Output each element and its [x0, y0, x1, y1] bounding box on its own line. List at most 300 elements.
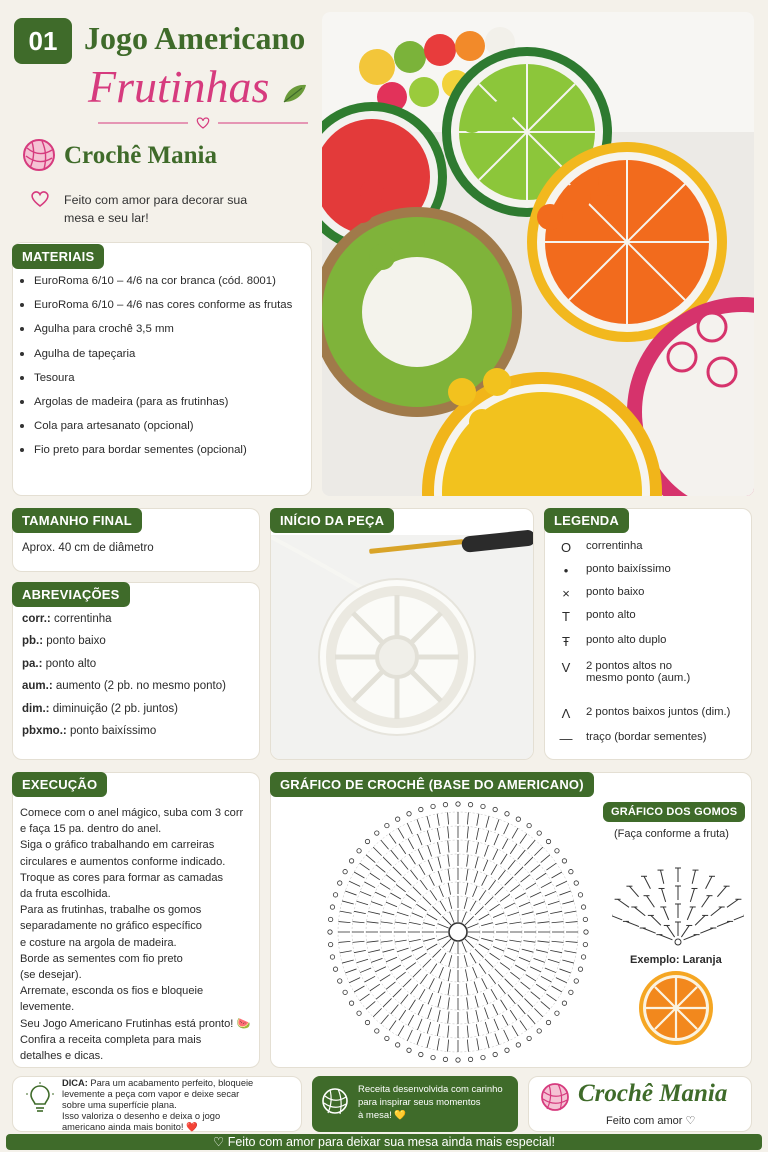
stitch-mark [495, 819, 499, 830]
segment-stitch [700, 928, 713, 933]
segment-stitch [644, 876, 650, 888]
stitch-mark [474, 981, 478, 992]
stitch-mark [376, 992, 385, 1000]
chain-mark [328, 917, 332, 921]
chain-mark [468, 802, 472, 806]
stitch-mark [541, 976, 552, 982]
chain-mark [574, 979, 578, 983]
stitch-mark [515, 965, 525, 971]
stitch-mark [407, 1030, 412, 1041]
list-item: dim.: diminuição (2 pb. juntos) [22, 702, 178, 715]
segment-stitch [687, 907, 692, 920]
stitch-mark [494, 1019, 499, 1030]
yarn-ball-icon [320, 1086, 350, 1116]
stitch-mark [476, 1010, 479, 1022]
stitch-mark [398, 1026, 404, 1036]
stitch-mark [556, 978, 567, 983]
tip-text: DICA: Para um acabamento perfeito, bloqueie levemente a peça com vapor e deixe secar sobre uma superfície plana. Isso valoriza o desenho e deixa o jogo americano ainda mais bonito! ❤️ [62, 1078, 254, 1132]
stitch-mark [401, 956, 412, 961]
stitch-mark [564, 951, 576, 953]
list-item: Agulha para crochê 3,5 mm [20, 320, 292, 344]
stitch-mark [475, 857, 478, 869]
segment-stitch [618, 899, 629, 907]
abbreviations-list [22, 613, 226, 747]
stitch-mark [371, 958, 382, 962]
chain-mark [343, 990, 347, 994]
stitch-mark [559, 969, 570, 973]
legend-item: Λ 2 pontos baixos juntos (dim.) [561, 706, 731, 721]
stitch-mark [537, 941, 549, 942]
stitch-mark [479, 964, 486, 974]
stitch-mark [386, 875, 395, 882]
segment-stitch [643, 928, 656, 933]
stitch-mark [448, 827, 449, 839]
stitch-mark [448, 1026, 449, 1038]
segments-heading: GRÁFICO DOS GOMOS [603, 802, 745, 822]
list-item: corr.: correntinha [22, 613, 112, 625]
stitch-mark [485, 1022, 488, 1033]
legend-item: × ponto baixo [562, 586, 645, 601]
bottom-bar-text: ♡ Feito com amor para deixar sua mesa ainda mais especial! [213, 1135, 555, 1149]
stitch-mark [467, 924, 478, 929]
legend-item: — traço (bordar sementes) [559, 731, 707, 746]
stitch-mark [349, 881, 360, 886]
stitch-mark [534, 847, 542, 855]
stitch-mark [546, 863, 556, 870]
segment-stitch [663, 907, 668, 920]
segment-chart [612, 852, 744, 948]
list-item: Cola para artesanato (opcional) [20, 417, 292, 441]
stitch-mark [409, 939, 421, 941]
divider-heart-icon [98, 116, 308, 130]
chain-mark [365, 1020, 369, 1024]
stitch-mark [396, 972, 406, 979]
legend-item: O correntinha [560, 540, 643, 555]
stitch-mark [406, 963, 416, 970]
stitch-mark [527, 840, 535, 849]
chain-mark [481, 804, 485, 808]
stitch-mark [360, 994, 370, 1001]
legend-item: Ŧ ponto alto duplo [562, 634, 667, 649]
stitch-mark [417, 834, 422, 845]
stitch-mark [486, 1036, 489, 1048]
stitch-mark [367, 941, 379, 942]
stitch-mark [383, 949, 395, 952]
stitch-mark [482, 978, 487, 989]
stitch-mark [365, 976, 376, 982]
segment-stitch [702, 896, 710, 908]
stitch-mark [380, 975, 390, 981]
chain-mark [493, 1052, 497, 1056]
chain-mark [555, 1011, 559, 1015]
stitch-mark [438, 996, 441, 1008]
stitch-mark [476, 1024, 478, 1036]
stitch-mark [550, 950, 562, 952]
chain-mark [578, 893, 582, 897]
stitch-mark [383, 857, 391, 865]
size-heading: TAMANHO FINAL [12, 508, 142, 533]
yarn-ball-icon [22, 138, 56, 172]
stitch-mark [475, 949, 483, 957]
stitch-mark [566, 922, 578, 923]
chain-mark [443, 1057, 447, 1061]
stitch-mark [417, 1019, 422, 1030]
brand-name: Crochê Mania [64, 142, 217, 169]
chain-mark [395, 1043, 399, 1047]
stitch-mark [495, 969, 503, 977]
stitch-mark [389, 1020, 396, 1030]
stitch-mark [401, 860, 408, 869]
stitch-mark [423, 897, 431, 905]
segment-stitch [660, 870, 663, 884]
stitch-mark [523, 922, 535, 924]
stitch-mark [375, 892, 386, 897]
stitch-mark [481, 923, 493, 926]
segment-stitch [681, 925, 689, 937]
chain-mark [365, 839, 369, 843]
stitch-mark [437, 814, 439, 826]
stitch-mark [442, 916, 450, 924]
stitch-mark [430, 964, 437, 974]
stitch-mark [448, 812, 449, 824]
stitch-mark [448, 969, 450, 981]
stitch-mark [548, 901, 559, 904]
stitch-mark [360, 968, 371, 973]
stitch-mark [520, 834, 527, 844]
stitch-mark [479, 914, 489, 920]
stitch-mark [366, 1001, 375, 1009]
chain-mark [537, 1029, 541, 1033]
list-item: pb.: ponto baixo [22, 635, 106, 648]
stitch-mark [360, 891, 371, 896]
stitch-mark [505, 877, 513, 885]
stitch-mark [375, 967, 386, 972]
segments-note: (Faça conforme a fruta) [614, 828, 729, 840]
stitch-mark [467, 936, 478, 941]
stitch-mark [368, 912, 380, 915]
stitch-mark [477, 1038, 479, 1050]
stitch-mark [495, 922, 507, 924]
stitch-mark [418, 1004, 423, 1015]
stitch-mark [530, 892, 541, 897]
stitch-mark [495, 887, 503, 895]
stitch-mark [519, 902, 530, 907]
stitch-mark [522, 949, 534, 952]
execution-heading: EXECUÇÃO [12, 772, 107, 797]
stitch-mark [423, 923, 435, 926]
segment-stitch [727, 899, 738, 907]
stitch-mark [407, 823, 412, 834]
chain-mark [333, 893, 337, 897]
chain-mark [581, 955, 585, 959]
stitch-mark [448, 997, 450, 1009]
stitch-mark [466, 983, 468, 995]
stitch-mark [386, 957, 397, 962]
chain-mark [338, 979, 342, 983]
stitch-mark [448, 883, 450, 895]
stitch-mark [381, 1015, 389, 1024]
stitch-mark [473, 967, 478, 978]
stitch-mark [427, 1022, 430, 1033]
stitch-mark [412, 913, 423, 918]
segment-stitch [647, 896, 655, 908]
chain-mark [562, 1001, 566, 1005]
stitch-mark [479, 890, 486, 900]
chain-mark [357, 1011, 361, 1015]
stitch-mark [397, 948, 408, 952]
stitch-mark [534, 1008, 542, 1016]
chain-mark [516, 817, 520, 821]
stitch-mark [419, 989, 425, 999]
stitch-mark [512, 1026, 518, 1036]
stitch-mark [367, 922, 379, 923]
stitch-mark [467, 1011, 468, 1023]
stitch-mark [373, 1008, 381, 1016]
segment-stitch [734, 915, 744, 920]
stitch-mark [485, 959, 493, 967]
stitch-mark [395, 922, 407, 924]
stitch-mark [438, 924, 449, 929]
stitch-mark [450, 912, 455, 923]
stitch-mark [370, 984, 380, 991]
stitch-mark [357, 901, 368, 904]
stitch-mark [448, 841, 449, 853]
stitch-mark [391, 1005, 399, 1014]
number-badge: 01 [14, 18, 72, 64]
stitch-mark [491, 864, 497, 874]
footer-brand-name: Crochê Mania [578, 1080, 728, 1107]
stitch-mark [524, 998, 532, 1006]
stitch-mark [383, 998, 391, 1006]
stitch-mark [448, 983, 450, 995]
chain-mark [328, 930, 332, 934]
stitch-mark [489, 974, 496, 984]
chain-mark [357, 849, 361, 853]
stitch-mark [484, 845, 488, 856]
list-item: aum.: aumento (2 pb. no mesmo ponto) [22, 680, 226, 693]
legend-item: T ponto alto [562, 609, 636, 624]
stitch-mark [510, 885, 520, 892]
segment-stitch [706, 876, 712, 888]
stitch-mark [438, 1010, 441, 1022]
stitch-mark [345, 891, 356, 895]
stitch-mark [467, 841, 468, 853]
chain-mark [584, 930, 588, 934]
stitch-mark [504, 903, 515, 908]
chain-mark [562, 859, 566, 863]
stitch-mark [345, 969, 356, 973]
stitch-mark [427, 816, 430, 828]
stitch-mark [502, 1015, 508, 1026]
stitch-mark [564, 911, 576, 913]
stitch-mark [467, 827, 468, 839]
stitch-mark [465, 883, 467, 895]
stitch-mark [448, 1040, 449, 1052]
stitch-mark [438, 842, 441, 854]
stitch-mark [438, 981, 442, 992]
stitch-mark [450, 941, 455, 952]
heart-outline-icon [30, 190, 50, 208]
stitch-mark [501, 1000, 507, 1010]
list-item: pa.: ponto alto [22, 657, 97, 670]
stitch-mark [465, 969, 467, 981]
stitch-mark [365, 882, 376, 888]
stitch-mark [430, 890, 437, 900]
stitch-mark [566, 941, 578, 942]
stitch-mark [353, 922, 365, 923]
segment-stitch [717, 921, 730, 926]
stitch-mark [342, 901, 354, 904]
stitch-mark [342, 960, 354, 963]
segment-stitch [692, 870, 695, 884]
leaf-icon [282, 82, 308, 104]
stitch-mark [536, 912, 548, 915]
stitch-mark [526, 883, 536, 889]
stitch-mark [526, 975, 536, 981]
chain-mark [443, 802, 447, 806]
hero-photo [322, 12, 754, 496]
chart-heading: GRÁFICO DE CROCHÊ (BASE DO AMERICANO) [270, 772, 594, 797]
segment-stitch [651, 915, 661, 925]
chain-mark [583, 942, 587, 946]
stitch-mark [465, 939, 473, 947]
stitch-mark [448, 855, 450, 867]
stitch-mark [440, 901, 446, 911]
stitch-mark [386, 982, 395, 989]
stitch-mark [354, 950, 366, 952]
stitch-mark [357, 959, 368, 962]
tagline: Feito com amor para decorar sua mesa e seu lar! [64, 193, 248, 225]
list-item: pbxmo.: ponto baixíssimo [22, 724, 157, 737]
stitch-mark [500, 894, 510, 901]
stitch-mark [464, 897, 467, 909]
stitch-mark [373, 847, 381, 855]
segment-stitch [667, 925, 675, 937]
stitch-mark [494, 834, 499, 845]
stitch-mark [413, 887, 421, 895]
chain-mark [481, 1055, 485, 1059]
list-item: Argolas de madeira (para as frutinhas) [20, 393, 292, 417]
stitch-mark [401, 903, 412, 908]
stitch-mark [493, 947, 504, 952]
stitch-mark [411, 984, 418, 994]
stitch-mark [383, 912, 395, 915]
stitch-mark [409, 854, 415, 864]
stitch-mark [512, 828, 518, 838]
stitch-mark [523, 941, 535, 943]
stitch-mark [368, 950, 380, 953]
segment-stitch [612, 915, 622, 920]
stitch-mark [562, 960, 574, 963]
stitch-mark [393, 989, 401, 997]
stitch-mark [464, 955, 467, 967]
stitch-mark [417, 1033, 421, 1044]
stitch-mark [498, 984, 505, 994]
stitch-mark [470, 953, 476, 963]
stitch-mark [531, 992, 540, 1000]
page-title: Jogo Americano [84, 20, 306, 56]
stitch-mark [338, 922, 350, 923]
stitch-mark [476, 828, 478, 840]
stitch-mark [427, 1036, 430, 1048]
stitch-mark [509, 922, 521, 924]
chain-mark [407, 1048, 411, 1052]
stitch-mark [438, 871, 442, 882]
credit-text: Receita desenvolvida com carinho para inspirar seus momentos à mesa! 💛 [358, 1084, 503, 1121]
stitch-mark [531, 865, 540, 873]
stitch-mark [474, 871, 478, 882]
chain-mark [574, 881, 578, 885]
stitch-mark [416, 904, 426, 911]
chain-mark [385, 1036, 389, 1040]
stitch-mark [483, 860, 488, 871]
stitch-mark [486, 816, 489, 828]
chain-mark [349, 859, 353, 863]
stitch-mark [427, 831, 430, 842]
stitch-mark [504, 823, 509, 834]
stitch-mark [393, 867, 401, 875]
stitch-mark [427, 944, 437, 950]
stitch-mark [428, 993, 433, 1004]
stitch-mark [360, 863, 370, 870]
stitch-mark [354, 872, 364, 878]
stitch-mark [399, 844, 406, 854]
stitch-mark [409, 922, 421, 924]
stitch-mark [536, 950, 548, 953]
abbreviations-heading: ABREVIAÇÕES [12, 582, 130, 607]
stitch-mark [519, 957, 530, 962]
stitch-mark [396, 885, 406, 892]
stitch-mark [479, 944, 489, 950]
stitch-mark [541, 855, 550, 863]
size-text: Aprox. 40 cm de diâmetro [22, 542, 154, 554]
stitch-mark [467, 997, 469, 1009]
chain-mark [419, 1052, 423, 1056]
stitch-mark [340, 911, 352, 913]
segment-stitch [684, 935, 697, 940]
stitch-mark [508, 860, 515, 869]
footer-brand-sub: Feito com amor ♡ [606, 1115, 696, 1127]
stitch-mark [536, 984, 546, 991]
stitch-mark [518, 1005, 526, 1014]
stitch-mark [473, 886, 478, 897]
stitch-mark [509, 940, 521, 942]
stitch-mark [482, 875, 487, 886]
stitch-mark [490, 953, 500, 960]
stitch-mark [552, 941, 564, 942]
stitch-mark [428, 860, 433, 871]
stitch-mark [508, 995, 515, 1004]
stitch-mark [470, 901, 476, 911]
chain-mark [330, 955, 334, 959]
stitch-mark [550, 911, 562, 913]
stitch-mark [481, 938, 493, 941]
stitch-mark [462, 941, 467, 952]
stitch-mark [467, 855, 469, 867]
stitch-mark [354, 911, 366, 913]
stitch-mark [427, 914, 437, 920]
stitch-mark [546, 994, 556, 1001]
stitch-mark [490, 904, 500, 911]
stitch-mark [423, 959, 431, 967]
stitch-mark [433, 949, 441, 957]
stitch-mark [521, 875, 530, 882]
stitch-mark [408, 1015, 414, 1026]
stitch-mark [448, 869, 450, 881]
chain-mark [569, 869, 573, 873]
stitch-mark [505, 979, 513, 987]
segment-stitch [717, 886, 726, 897]
